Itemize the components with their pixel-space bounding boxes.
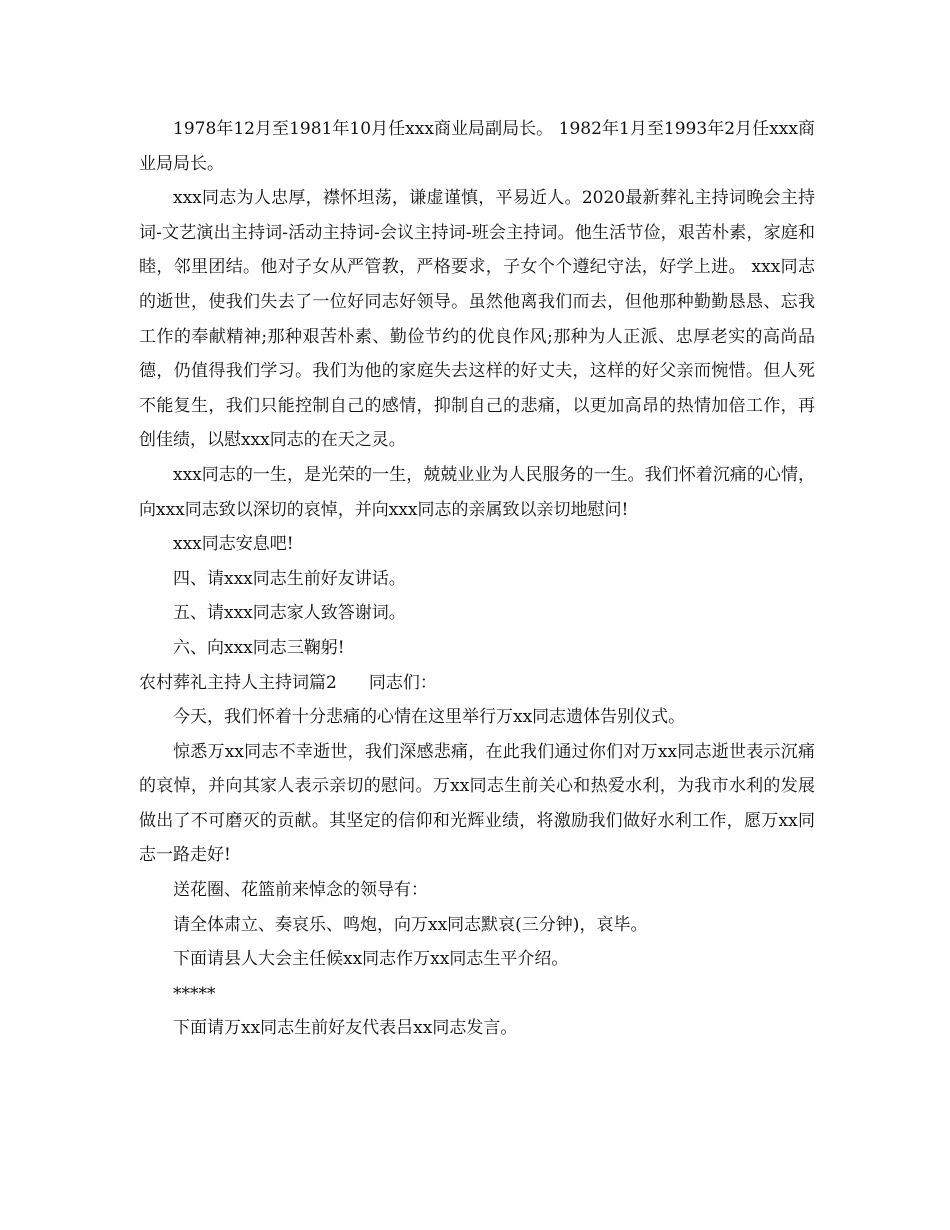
paragraph-silence: 请全体肃立、奏哀乐、鸣炮，向万xx同志默哀(三分钟)，哀毕。 <box>173 914 648 935</box>
document-body <box>139 112 815 1046</box>
agenda-item-4: 四、请xxx同志生前好友讲话。 <box>173 568 406 589</box>
agenda-item-6: 六、向xxx同志三鞠躬! <box>173 637 345 658</box>
paragraph-condolence: 惊悉万xx同志不幸逝世，我们深感悲痛，在此我们通过你们对万xx同志逝世表示沉痛的哀悼，并向其家人表示亲切的慰问。万xx同志生前关心和热爱水利，为我市水利的发展做出了不可磨灭的贡献。其坚定的信仰和光辉业绩，将激励我们做好水利工作，愿万xx同志一路走好! <box>139 741 815 866</box>
paragraph-character: xxx同志为人忠厚，襟怀坦荡，谦虚谨慎，平易近人。2020最新葬礼主持词晚会主持词-文艺演出主持词-活动主持词-会议主持词-班会主持词。他生活节俭，艰苦朴素，家庭和睦，邻里团结。他对子女从严管教，严格要求，子女个个遵纪守法，好学上进。 xxx同志的逝世，使我们失去了一位好同志好领导。虽然他离我们而去，但他那种勤勤恳恳、忘我工作的奉献精神;那种艰苦朴素、勤俭节约的优良作风;那种为人正派、忠厚老实的高尚品德，仍值得我们学习。我们为他的家庭失去这样的好丈夫，这样的好父亲而惋惜。但人死不能复生，我们只能控制自己的感情，抑制自己的悲痛，以更加高昂的热情加倍工作，再创佳绩，以慰xxx同志的在天之灵。 <box>139 188 815 451</box>
paragraph-career: 1978年12月至1981年10月任xxx商业局副局长。 1982年1月至1993年2月任xxx商业局局长。 <box>139 119 815 174</box>
agenda-item-5: 五、请xxx同志家人致答谢词。 <box>173 603 406 624</box>
paragraph-farewell: xxx同志安息吧! <box>173 534 294 555</box>
paragraph-tribute: xxx同志的一生，是光荣的一生，兢兢业业为人民服务的一生。我们怀着沉痛的心情，向xxx同志致以深切的哀悼，并向xxx同志的亲属致以亲切地慰问! <box>139 464 815 520</box>
paragraph-biography: 下面请县人大会主任候xx同志作万xx同志生平介绍。 <box>173 949 569 970</box>
paragraph-wreath-leaders: 送花圈、花篮前来悼念的领导有： <box>173 880 428 901</box>
paragraph-ceremony-opening: 今天，我们怀着十分悲痛的心情在这里举行万xx同志遗体告别仪式。 <box>173 707 686 728</box>
section-title: 农村葬礼主持人主持词篇2 <box>139 672 337 693</box>
paragraph-friend-speech: 下面请万xx同志生前好友代表吕xx同志发言。 <box>173 1018 518 1039</box>
section-salutation: 同志们： <box>368 672 437 693</box>
paragraph-separator: ***** <box>173 983 216 1004</box>
section-heading <box>139 666 815 701</box>
